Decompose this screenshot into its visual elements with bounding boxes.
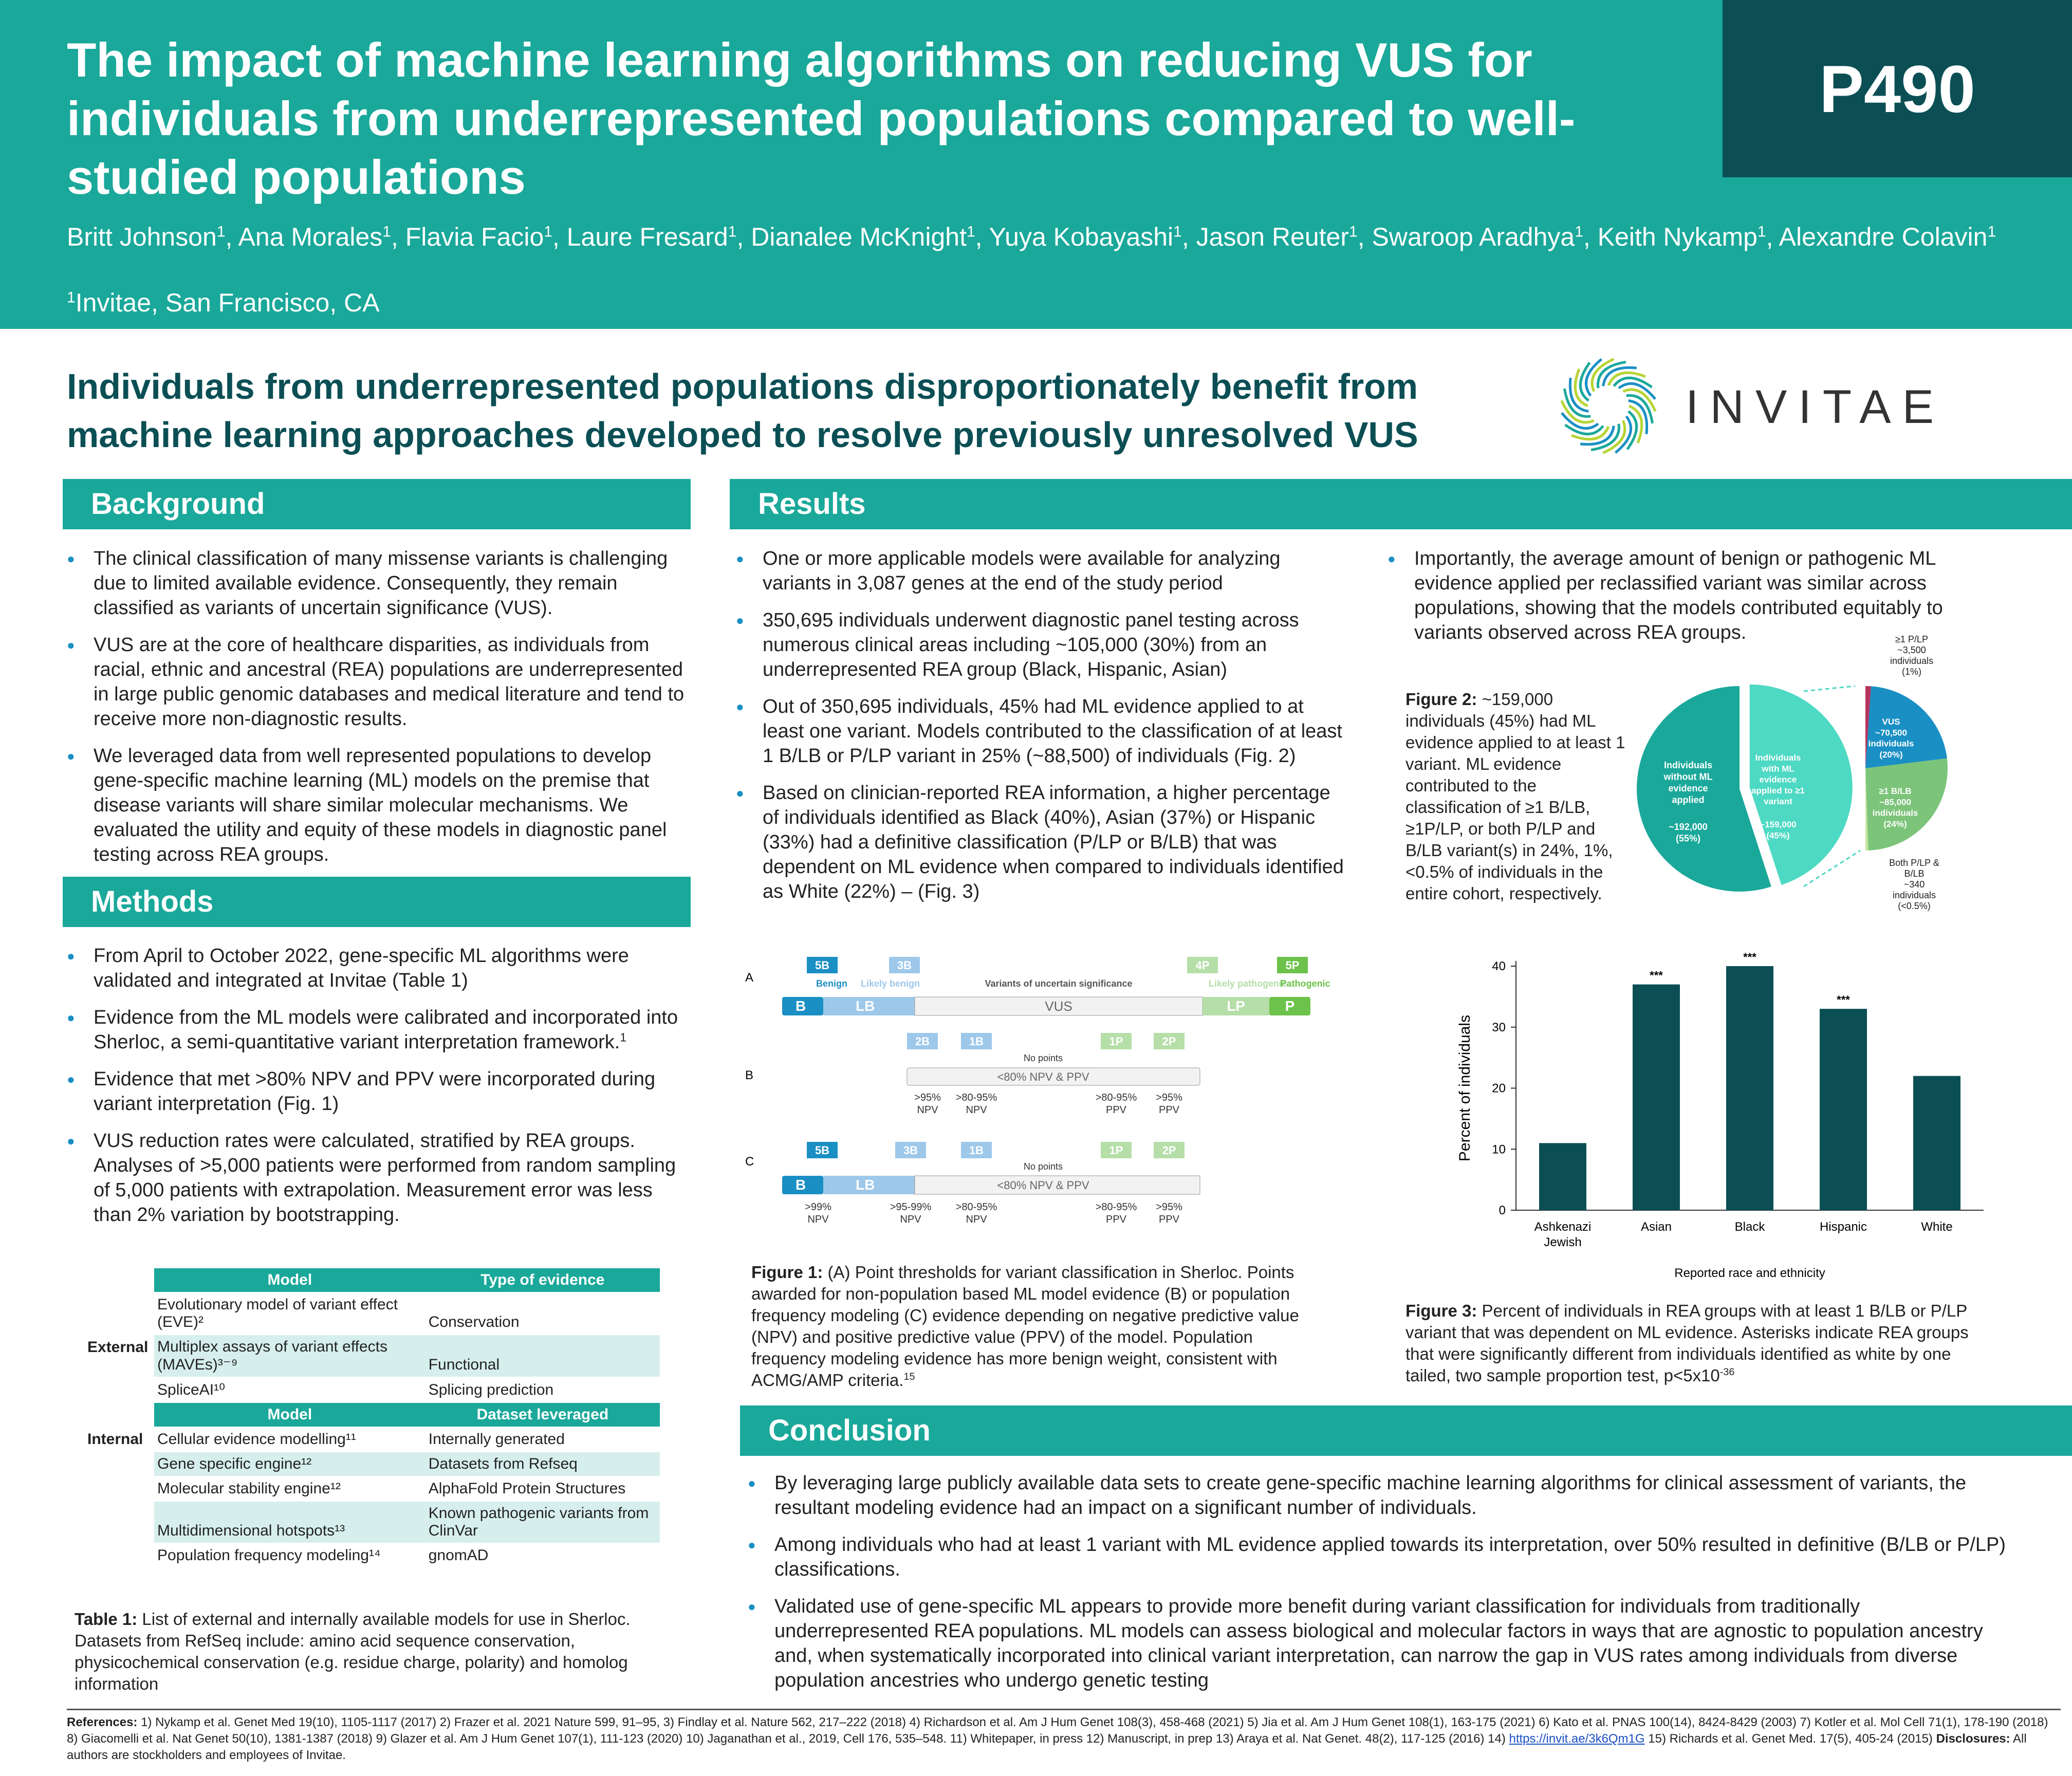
bar-label: <80% NPV & PPV (997, 1179, 1089, 1192)
references: References: 1) Nykamp et al. Genet Med 19(10), 1105-1117 (2017) 2) Frazer et al. 2021 Nature 599, 91–95, 3) Findlay et al. Nature 562, 217–222 (2018) 4) Richardson et al. Am J Hum Genet 108(3), 458-468 (2021) 5) Jia et al. Am J Hum Genet 108(1), 163-175 (2021) 6) Kato et al. PNAS 100(14), 8424-8429 (2003) 7) Kotler et al. Mol Cell 71(1), 178-190 (2018) 8) Giacomelli et al. Nat Genet 50(10), 1381-1387 (2018) 9) Glazer et al. Am J Hum Genet 107(1), 111-123 (2020) 10) Jaganathan et al., 2019, Cell 176, 535–548. 11) Whitepaper, in press 12) Manuscript, in prep 13) Araya et al. Nat Genet. 48(2), 117-125 (2016) 14) https://invit.ae/3k6Qm1G 15) Richards et al. Genet Med. 17(5), 405-24 (2015) Disclosures: All authors are stockholders and employees of Invitae. (67, 1709, 2061, 1764)
breakdown-label: (24%) (1883, 819, 1907, 829)
pie-value: ~159,000 (1760, 820, 1797, 829)
list-item: ● Evidence from the ML models were calibrated and incorporated into Sherloc, a semi-quantitative variant interpretation framework.$^1$ (67, 1005, 694, 1054)
bar (1820, 1009, 1867, 1210)
poster-title: The impact of machine learning algorithms on reducing VUS for individuals from underrepresented populations compared to well-studied populations (67, 33, 1576, 204)
pie-value: ~192,000 (1669, 822, 1708, 832)
bar-label: B (795, 1177, 806, 1193)
table-cell: AlphaFold Protein Structures (425, 1476, 660, 1501)
figure1-diagram (735, 956, 1367, 1131)
background-heading: Background (63, 479, 691, 529)
class-label: Benign (816, 978, 847, 989)
threshold-label: NPV (917, 1104, 938, 1116)
table-header: Model (154, 1268, 425, 1292)
methods-bullets (67, 943, 694, 1239)
bar-label: P (1285, 998, 1295, 1014)
code-label: 1B (969, 1144, 984, 1157)
bar-label: <80% NPV & PPV (997, 1070, 1089, 1083)
y-tick-label: 40 (1492, 959, 1506, 973)
author-name: Flavia Facio$^1$ (405, 223, 552, 251)
table-header: Dataset leveraged (425, 1402, 660, 1427)
threshold-labels (914, 1092, 1182, 1116)
x-tick-label: Jewish (1544, 1235, 1582, 1249)
table-cell: Splicing prediction (425, 1377, 660, 1402)
list-item: ● VUS are at the core of healthcare disparities, as individuals from racial, ethnic and ancestral (REA) populations are underrepresented in large public genomic databases and medical literature and tend to receive more non-diagnostic results. (67, 633, 694, 731)
y-tick-label: 0 (1498, 1204, 1506, 1217)
code-label: 3B (897, 959, 912, 972)
results-heading: Results (730, 479, 2072, 529)
figure2-caption: Figure 2: ~159,000 individuals (45%) had ML evidence applied to at least 1 variant. ML evidence contributed to the classification of ≥1 B/LB, ≥1P/LP, or both P/LP and B/LB variant(s) in 24%, 1%, <0.5% of individuals in the entire cohort, respectively. (1405, 690, 1625, 903)
list-item: ● The clinical classification of many missense variants is challenging due to limited available evidence. Consequently, they remain classified as variants of uncertain significance (VUS). (67, 546, 694, 620)
pie-label: evidence (1668, 783, 1708, 793)
table-cell: gnomAD (425, 1543, 660, 1568)
table-cell: Datasets from Refseq (425, 1452, 660, 1476)
x-tick-label: Black (1734, 1220, 1765, 1234)
invitae-logo-text: INVITAE (1686, 381, 1946, 433)
table1-caption: Table 1: List of external and internally available models for use in Sherloc. Datasets from RefSeq include: amino acid sequence conservation, physicochemical conservation (e.g. residue charge, polarity) and homolog information (75, 1609, 631, 1693)
author-name: Alexandre Colavin$^1$ (1779, 223, 1996, 251)
bar-label: B (795, 998, 806, 1014)
table-cell: Functional (425, 1335, 660, 1377)
breakdown-callout: (1%) (1901, 667, 1922, 677)
code-label: 1P (1109, 1035, 1123, 1048)
pie-label: variant (1764, 797, 1792, 806)
table-row (84, 1476, 660, 1501)
bar (1539, 1143, 1586, 1210)
code-label: 5P (1285, 959, 1300, 972)
x-axis-label: Reported race and ethnicity (1674, 1266, 1825, 1280)
code-label: 2B (915, 1035, 930, 1048)
class-label: Variants of uncertain significance (985, 978, 1133, 989)
author-name: Keith Nykamp$^1$ (1597, 223, 1766, 251)
breakdown-callout: (<0.5%) (1898, 901, 1931, 911)
pie-value: (45%) (1766, 830, 1790, 841)
significance-marker: *** (1650, 969, 1663, 982)
figure2-pie-chart (1634, 630, 1953, 938)
x-tick-label: Hispanic (1819, 1220, 1867, 1234)
panel-label: C (745, 1155, 754, 1169)
affiliation: $^1$Invitae, San Francisco, CA (67, 288, 380, 317)
breakdown-label: ~70,500 (1875, 728, 1907, 738)
breakdown-label: ≥1 B/LB (1879, 786, 1912, 796)
code-label: 3B (903, 1144, 918, 1157)
table-row (84, 1427, 660, 1452)
list-item: ● Among individuals who had at least 1 variant with ML evidence applied towards its interpretation, over 50% resulted in definitive (B/LB or P/LP) classifications. (748, 1532, 2007, 1582)
threshold-label: NPV (900, 1214, 921, 1225)
threshold-label: PPV (1105, 1214, 1127, 1225)
y-tick-label: 10 (1492, 1142, 1506, 1157)
models-table (84, 1268, 660, 1568)
panel-label: B (745, 1068, 754, 1082)
table-header: Type of evidence (425, 1268, 660, 1292)
breakdown-slice (1865, 686, 1947, 768)
threshold-labels (805, 1201, 1182, 1225)
figure3-bar-chart (1439, 946, 2004, 1295)
table-cell: Multidimensional hotspots¹³ (154, 1501, 425, 1543)
author-list: Britt Johnson$^1$, Ana Morales$^1$, Flavia Facio$^1$, Laure Fresard$^1$, Dianalee McKnight$^1$, Yuya Kobayashi$^1$, Jason Reuter$^1$, Swaroop Aradhya$^1$, Keith Nykamp$^1$, Alexandre Colavin$^1$ (67, 223, 1996, 251)
bar (1633, 985, 1680, 1210)
threshold-label: NPV (807, 1214, 829, 1225)
list-item: ● 350,695 individuals underwent diagnostic panel testing across numerous clinical areas including ~105,000 (30%) from an underrepresented REA group (Black, Hispanic, Asian) (736, 608, 1345, 682)
code-label: 5B (815, 1144, 830, 1157)
bar (1726, 966, 1773, 1210)
pie-slice (1750, 684, 1853, 885)
breakdown-callout: B/LB (1904, 868, 1925, 879)
breakdown-label: VUS (1882, 717, 1900, 727)
table-header-row (84, 1268, 660, 1292)
pie-label: applied (1672, 794, 1705, 805)
threshold-label: >95-99% (890, 1201, 932, 1213)
breakdown-callout: ~3,500 (1897, 645, 1926, 655)
table-row (84, 1292, 660, 1335)
author-name: Swaroop Aradhya$^1$ (1372, 223, 1583, 251)
table-row (84, 1335, 660, 1377)
breakdown-callout: Both P/LP & (1889, 858, 1939, 868)
poster-header (0, 0, 2072, 329)
table-cell: Evolutionary model of variant effect (EVE)² (154, 1292, 425, 1335)
table-row (84, 1377, 660, 1402)
pie-value: (55%) (1675, 833, 1701, 844)
author-name: Dianalee McKnight$^1$ (751, 223, 975, 251)
table-cell: Internally generated (425, 1427, 660, 1452)
pie-label: Individuals (1663, 760, 1713, 770)
class-label: Pathogenic (1280, 978, 1330, 989)
list-item: ● Validated use of gene-specific ML appears to provide more benefit during variant classification for individuals from traditionally underrepresented REA populations. ML models can assess biological and molecular factors in ways that are agnostic to population ancestry and, when systematically incorporated into clinical variant interpretation, can narrow the gap in VUS rates among individuals from diverse population ancestries who undergo genetic testing (748, 1594, 2007, 1693)
y-tick-label: 30 (1492, 1020, 1506, 1034)
conclusion-bullets (748, 1471, 2007, 1705)
connector-line (1804, 686, 1855, 691)
threshold-label: >80-95% (955, 1201, 997, 1213)
bar (1913, 1076, 1960, 1210)
breakdown-label: (20%) (1879, 749, 1903, 760)
table-group-label: Internal (84, 1427, 154, 1568)
breakdown-label: ~85,000 (1879, 797, 1911, 807)
table-cell: Population frequency modeling¹⁴ (154, 1543, 425, 1568)
table-cell: Multiplex assays of variant effects (MAVEs)³⁻⁹ (154, 1335, 425, 1377)
poster-id-badge: P490 (1723, 0, 2072, 177)
bar-label: LB (856, 998, 875, 1014)
class-label: Likely pathogenic (1208, 978, 1287, 989)
author-name: Laure Fresard$^1$ (566, 223, 737, 251)
y-tick-label: 20 (1492, 1081, 1506, 1096)
results-bullets (736, 546, 1345, 916)
pie-label: Individuals (1755, 753, 1801, 763)
threshold-label: >80-95% (955, 1092, 997, 1103)
threshold-label: >80-95% (1095, 1092, 1137, 1103)
breakdown-callout: ~340 (1903, 879, 1925, 890)
bar-label: VUS (1045, 998, 1072, 1014)
reference-link[interactable]: https://invit.ae/3k6Qm1G (1509, 1732, 1645, 1746)
table-cell: SpliceAI¹⁰ (154, 1377, 425, 1402)
table-row (84, 1543, 660, 1568)
list-item: ● VUS reduction rates were calculated, stratified by REA groups. Analyses of >5,000 patients were performed from random sampling of 5,000 patients with extrapolation. Measurement error was less than 2% variation by bootstrapping. (67, 1128, 694, 1227)
table-cell: Gene specific engine¹² (154, 1452, 425, 1476)
threshold-label: NPV (966, 1104, 987, 1116)
figure1-caption: Figure 1: (A) Point thresholds for variant classification in Sherloc. Points awarded for non-population based ML model evidence (B) or population frequency modeling (C) evidence depending on negative predictive value (NPV) and positive predictive value (PPV) of the model. Population frequency modeling evidence has more benign weight, consistent with ACMG/AMP criteria.$^{15}$ (751, 1263, 1299, 1390)
code-label: 2P (1162, 1144, 1176, 1157)
threshold-label: NPV (966, 1214, 987, 1225)
conclusion-heading: Conclusion (740, 1405, 2072, 1456)
author-name: Ana Morales$^1$ (238, 223, 391, 251)
pie-label: evidence (1759, 774, 1797, 785)
pie-label: without ML (1663, 771, 1713, 782)
list-item: ● Out of 350,695 individuals, 45% had ML evidence applied to at least one variant. Models contributed to the classification of at least 1 B/LB or P/LP variant in 25% (~88,500) of individuals (Fig. 2) (736, 694, 1345, 768)
x-tick-label: White (1921, 1220, 1953, 1234)
table-cell: Molecular stability engine¹² (154, 1476, 425, 1501)
breakdown-callout: individuals (1892, 890, 1936, 900)
table-row (84, 1452, 660, 1476)
methods-heading: Methods (63, 877, 691, 927)
threshold-label: PPV (1158, 1104, 1180, 1116)
invitae-spiral-logo-icon (1557, 355, 1660, 457)
y-axis-label: Percent of individuals (1456, 1014, 1473, 1162)
no-points-label: No points (1023, 1053, 1063, 1063)
breakdown-callout: ≥1 P/LP (1895, 634, 1928, 644)
table-cell: Cellular evidence modelling¹¹ (154, 1427, 425, 1452)
table-header: Model (154, 1402, 425, 1427)
list-item: ● Based on clinician-reported REA information, a higher percentage of individuals identified as Black (40%), Asian (37%) or Hispanic (33%) had a definitive classification (P/LP or B/LB) that was dependent on ML evidence when compared to individuals identified as White (22%) – (Fig. 3) (736, 781, 1345, 904)
list-item: ● We leveraged data from well represented populations to develop gene-specific machine learning (ML) models on the premise that disease variants will share similar molecular mechanisms. We evaluated the utility and equity of these models in diagnostic panel testing across REA groups. (67, 744, 694, 867)
breakdown-label: individuals (1868, 738, 1914, 749)
background-bullets (67, 546, 694, 879)
author-name: Jason Reuter$^1$ (1196, 223, 1358, 251)
no-points-label: No points (1023, 1161, 1063, 1172)
bar-label: LB (856, 1177, 875, 1193)
list-item: ● From April to October 2022, gene-specific ML algorithms were validated and integrated at Invitae (Table 1) (67, 943, 694, 993)
table-cell: Known pathogenic variants from ClinVar (425, 1501, 660, 1543)
code-label: 2P (1162, 1035, 1176, 1048)
breakdown-callout: individuals (1890, 656, 1934, 666)
threshold-label: PPV (1158, 1214, 1180, 1225)
figure1-panel-c (735, 1131, 1367, 1244)
list-item: ● One or more applicable models were available for analyzing variants in 3,087 genes at the end of the study period (736, 546, 1345, 596)
class-label: Likely benign (861, 978, 920, 989)
pie-label: with ML (1762, 764, 1794, 774)
author-name: Britt Johnson$^1$ (67, 223, 226, 251)
author-name: Yuya Kobayashi$^1$ (989, 223, 1182, 251)
threshold-label: >95% (1156, 1092, 1182, 1103)
breakdown-label: individuals (1872, 808, 1918, 818)
code-label: 1B (969, 1035, 984, 1048)
key-message-headline: Individuals from underrepresented populations disproportionately benefit from machine learning approaches developed to resolve previously unresolved VUS (67, 366, 1418, 455)
code-label: 1P (1109, 1144, 1123, 1157)
threshold-label: >95% (1156, 1201, 1182, 1213)
list-item: ● By leveraging large publicly available data sets to create gene-specific machine learning algorithms for clinical assessment of variants, the resultant modeling evidence had an impact on a significant number of individuals. (748, 1471, 2007, 1520)
list-item: ● Importantly, the average amount of benign or pathogenic ML evidence applied per reclassified variant was similar across populations, showing that the models contributed equitably to variants observed across REA groups. (1387, 546, 1994, 645)
x-tick-label: Asian (1640, 1220, 1672, 1234)
significance-marker: *** (1837, 993, 1850, 1007)
code-label: 5B (815, 959, 830, 972)
threshold-label: >80-95% (1095, 1201, 1137, 1213)
threshold-label: PPV (1105, 1104, 1127, 1116)
threshold-label: >95% (914, 1092, 941, 1103)
list-item: ● Evidence that met >80% NPV and PPV were incorporated during variant interpretation (Fig. 1) (67, 1067, 694, 1116)
figure3-caption: Figure 3: Percent of individuals in REA groups with at least 1 B/LB or P/LP variant that was dependent on ML evidence. Asterisks indicate REA groups that were significantly different from individuals identified as white by one tailed, two sample proportion test, $p<5x10^{-36}$ (1405, 1301, 1969, 1385)
threshold-label: >99% (805, 1201, 831, 1213)
pie-label: applied to ≥1 (1751, 785, 1805, 795)
panel-label: A (745, 971, 754, 985)
code-label: 4P (1195, 959, 1210, 972)
x-tick-label: Ashkenazi (1534, 1220, 1592, 1234)
bar-label: LP (1227, 998, 1245, 1014)
significance-marker: *** (1743, 951, 1756, 964)
table-header-row (84, 1402, 660, 1427)
table-row (84, 1501, 660, 1543)
table-cell: Conservation (425, 1292, 660, 1335)
table-group-label: External (84, 1292, 154, 1402)
